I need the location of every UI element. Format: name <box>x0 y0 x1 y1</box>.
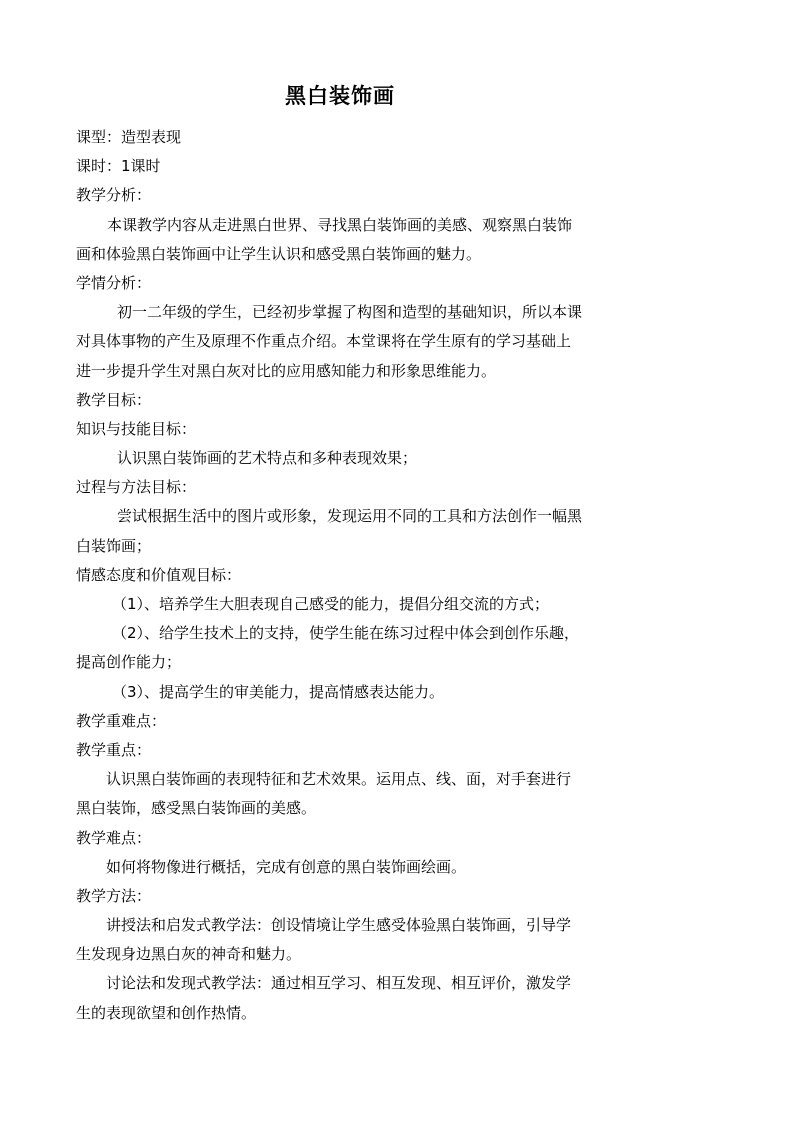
paragraph-line: 生发现身边黑白灰的神奇和魅力。 <box>76 945 302 964</box>
paragraph-line: 生的表现欲望和创作热情。 <box>76 1003 257 1022</box>
paragraph-line: 讨论法和发现式教学法：通过相互学习、相互发现、相互评价，激发学 <box>106 974 572 993</box>
section-heading-teaching-analysis: 教学分析： <box>76 186 152 205</box>
list-item: （1）、培养学生大胆表现自己感受的能力，提倡分组交流的方式； <box>112 595 550 613</box>
document-body <box>76 123 606 1028</box>
subheading-key-points: 教学重点： <box>76 740 152 759</box>
section-heading-student-analysis: 学情分析： <box>76 273 152 292</box>
lesson-hours-line: 课时：1课时 <box>76 157 161 176</box>
subheading-knowledge-skills: 知识与技能目标： <box>76 419 197 438</box>
paragraph-line: 认识黑白装饰画的表现特征和艺术效果。运用点、线、面，对手套进行 <box>106 770 572 789</box>
subheading-process-method: 过程与方法目标： <box>76 478 197 497</box>
paragraph-line: 初一二年级的学生，已经初步掌握了构图和造型的基础知识，所以本课 <box>117 303 583 322</box>
subheading-emotion-values: 情感态度和价值观目标： <box>76 565 242 584</box>
paragraph-line: 画和体验黑白装饰画中让学生认识和感受黑白装饰画的魅力。 <box>76 244 482 263</box>
paragraph-line: 尝试根据生活中的图片或形象，发现运用不同的工具和方法创作一幅黑 <box>117 507 583 526</box>
paragraph-line: 对具体事物的产生及原理不作重点介绍。本堂课将在学生原有的学习基础上 <box>76 332 572 351</box>
paragraph-line: 白装饰画； <box>76 536 152 555</box>
section-heading-teaching-goals: 教学目标： <box>76 390 152 409</box>
paragraph-line: 讲授法和启发式教学法：创设情境让学生感受体验黑白装饰画，引导学 <box>106 916 572 935</box>
paragraph-line: 认识黑白装饰画的艺术特点和多种表现效果； <box>117 449 418 468</box>
subheading-difficult-points: 教学难点： <box>76 828 152 847</box>
section-heading-teaching-methods: 教学方法： <box>76 886 152 905</box>
document-title: 黑白装饰画 <box>285 84 395 108</box>
paragraph-line: 进一步提升学生对黑白灰对比的应用感知能力和形象思维能力。 <box>76 361 497 380</box>
paragraph-line: 本课教学内容从走进黑白世界、寻找黑白装饰画的美感、观察黑白装饰 <box>107 215 573 234</box>
list-item: （3）、提高学生的审美能力，提高情感表达能力。 <box>112 682 445 701</box>
list-item: （2）、给学生技术上的支持，使学生能在练习过程中体会到创作乐趣， <box>112 624 580 643</box>
paragraph-line: 如何将物像进行概括，完成有创意的黑白装饰画绘画。 <box>106 857 467 876</box>
section-heading-key-difficult-points: 教学重难点： <box>76 711 167 730</box>
paragraph-line: 黑白装饰，感受黑白装饰画的美感。 <box>76 799 317 818</box>
list-item-continuation: 提高创作能力； <box>76 653 182 672</box>
lesson-type-line: 课型：造型表现 <box>76 128 182 146</box>
